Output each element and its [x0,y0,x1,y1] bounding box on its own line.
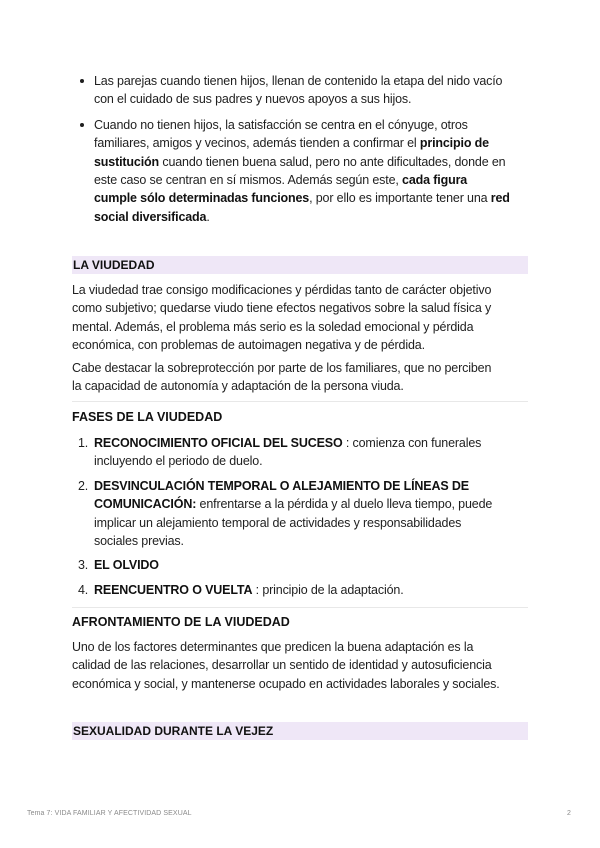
text-line [94,90,528,108]
fases-heading: FASES DE LA VIUDEDAD [72,410,223,424]
list-item [72,72,528,109]
text-line [94,153,528,171]
list-item [72,581,528,599]
bold-text: red [490,191,510,206]
text-line: mental. Además, el problema más serio es la soledad emocional y pérdida [72,319,474,334]
text-line: económica, con problemas de autoimagen negativa y de pérdida. [72,338,425,353]
text-line [94,434,528,452]
list-number: 4. [78,582,89,597]
section-heading-viudedad: LA VIUDEDAD [72,256,528,274]
bold-text: social diversificada [94,209,207,224]
viudedad-paragraph-2 [72,359,528,396]
divider [72,401,528,402]
text-run: familiares, amigos y vecinos, además tienden a confirmar el [94,136,420,151]
bold-text: REENCUENTRO O VUELTA [94,582,253,597]
text-run: Cuando no tienen hijos, la satisfacción se centra en el cónyuge, otros [94,117,468,132]
text-line [94,514,528,532]
fases-list [72,434,528,605]
text-run: implicar un alejamiento temporal de actividades y responsabilidades [94,515,462,530]
text-line [94,171,528,189]
section-heading-sexualidad: SEXUALIDAD DURANTE LA VEJEZ [72,722,528,740]
text-run: Las parejas cuando tienen hijos, llenan de contenido la etapa del nido vacío [94,74,503,88]
footer-title: Tema 7: VIDA FAMILIAR Y AFECTIVIDAD SEXUAL [27,810,192,817]
text-run: sociales previas. [94,534,184,549]
bold-text: EL OLVIDO [94,558,159,573]
text-line [94,189,528,207]
page-number: 2 [567,810,571,817]
text-line: calidad de las relaciones, desarrollar un sentido de identidad y autosuficiencia [72,658,492,673]
divider [72,607,528,608]
text-run: : comienza con funerales [342,436,482,450]
bold-text: cada figura [402,173,468,188]
text-line: como subjetivo; quedarse viudo tiene efectos negativos sobre la salud física y [72,301,492,316]
bold-text: sustitución [94,154,160,169]
text-run: enfrentarse a la pérdida y al duelo lleva tiempo, puede [196,497,493,512]
viudedad-paragraph-1 [72,281,528,355]
text-line [94,556,528,574]
text-run: , por ello es importante tener una [309,191,491,206]
list-item [72,434,528,471]
text-run: : principio de la adaptación. [252,582,404,597]
list-number: 1. [78,436,89,450]
bullet-dot-icon [80,79,84,83]
list-number: 2. [78,478,89,493]
text-line: económica y social, y mantenerse ocupado en actividades laborales y sociales. [72,676,500,691]
text-line [94,495,528,513]
text-line [94,452,528,470]
list-item [72,116,528,226]
bullet-list [72,72,528,233]
list-item [72,556,528,574]
bold-text: DESVINCULACIÓN TEMPORAL O ALEJAMIENTO DE LÍNEAS DE [94,478,469,493]
bullet-dot-icon [80,123,84,127]
text-line [94,477,528,495]
text-run: este caso se centran en sí mismos. Además según este, [94,173,403,188]
list-number: 3. [78,558,89,573]
text-line: La viudedad trae consigo modificaciones y pérdidas tanto de carácter objetivo [72,283,492,297]
bold-text: cumple sólo determinadas funciones [94,191,310,206]
text-line [94,581,528,599]
bold-text: principio de [419,136,489,151]
text-run: incluyendo el periodo de duelo. [94,454,263,469]
text-run: cuando tienen buena salud, pero no ante dificultades, donde en [159,154,506,169]
text-line [94,532,528,550]
bold-text: COMUNICACIÓN: [94,497,197,512]
text-line: la capacidad de autonomía y adaptación de la persona viuda. [72,379,404,394]
text-line [94,72,528,90]
text-line [94,208,528,226]
afrontamiento-heading: AFRONTAMIENTO DE LA VIUDEDAD [72,615,290,629]
text-line [94,116,528,134]
text-line: Cabe destacar la sobreprotección por parte de los familiares, que no perciben [72,361,492,375]
list-item [72,477,528,551]
text-line: Uno de los factores determinantes que predicen la buena adaptación es la [72,640,474,654]
text-run: . [206,209,210,224]
bold-text: RECONOCIMIENTO OFICIAL DEL SUCESO [94,436,343,450]
afrontamiento-paragraph [72,638,528,693]
text-run: con el cuidado de sus padres y nuevos apoyos a sus hijos. [94,92,412,107]
text-line [94,134,528,152]
